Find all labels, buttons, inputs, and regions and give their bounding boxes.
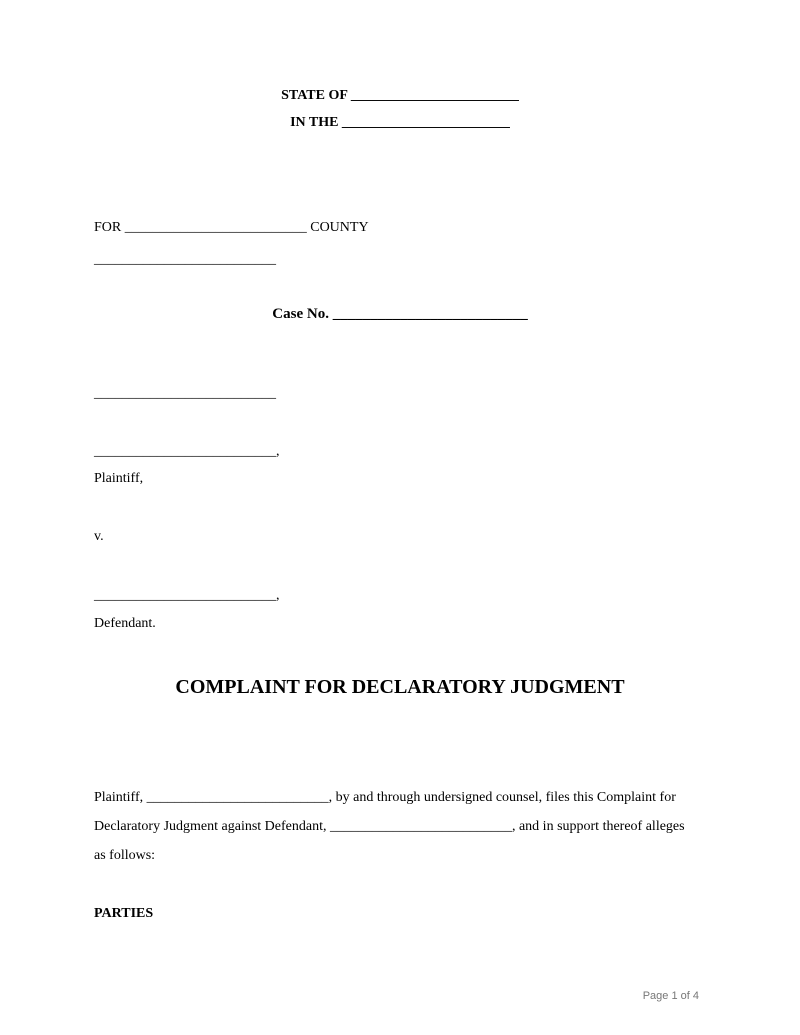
defendant-label: Defendant. <box>94 616 156 631</box>
body-line-2: Declaratory Judgment against Defendant, __________________________, and in support thereof alleges <box>94 819 685 834</box>
plaintiff-label: Plaintiff, <box>94 471 144 486</box>
court-line: IN THE ________________________ <box>290 115 510 130</box>
body-line-3: as follows: <box>94 848 156 863</box>
section-heading-parties: PARTIES <box>94 906 154 921</box>
county-line: FOR __________________________ COUNTY <box>94 220 369 235</box>
plaintiff-name-blank-2: __________________________, <box>94 444 280 459</box>
plaintiff-name-blank-1: __________________________ <box>94 386 276 401</box>
state-line: STATE OF ________________________ <box>281 88 519 103</box>
defendant-name-blank: __________________________, <box>94 588 280 603</box>
document-title: COMPLAINT FOR DECLARATORY JUDGMENT <box>175 676 625 698</box>
case-number-line: Case No. __________________________ <box>272 306 528 322</box>
page-number: Page 1 of 4 <box>642 990 699 1002</box>
versus-label: v. <box>94 529 104 544</box>
body-line-1: Plaintiff, __________________________, by and through undersigned counsel, files this Complaint for <box>94 790 676 805</box>
court-name-blank: __________________________ <box>94 252 276 267</box>
